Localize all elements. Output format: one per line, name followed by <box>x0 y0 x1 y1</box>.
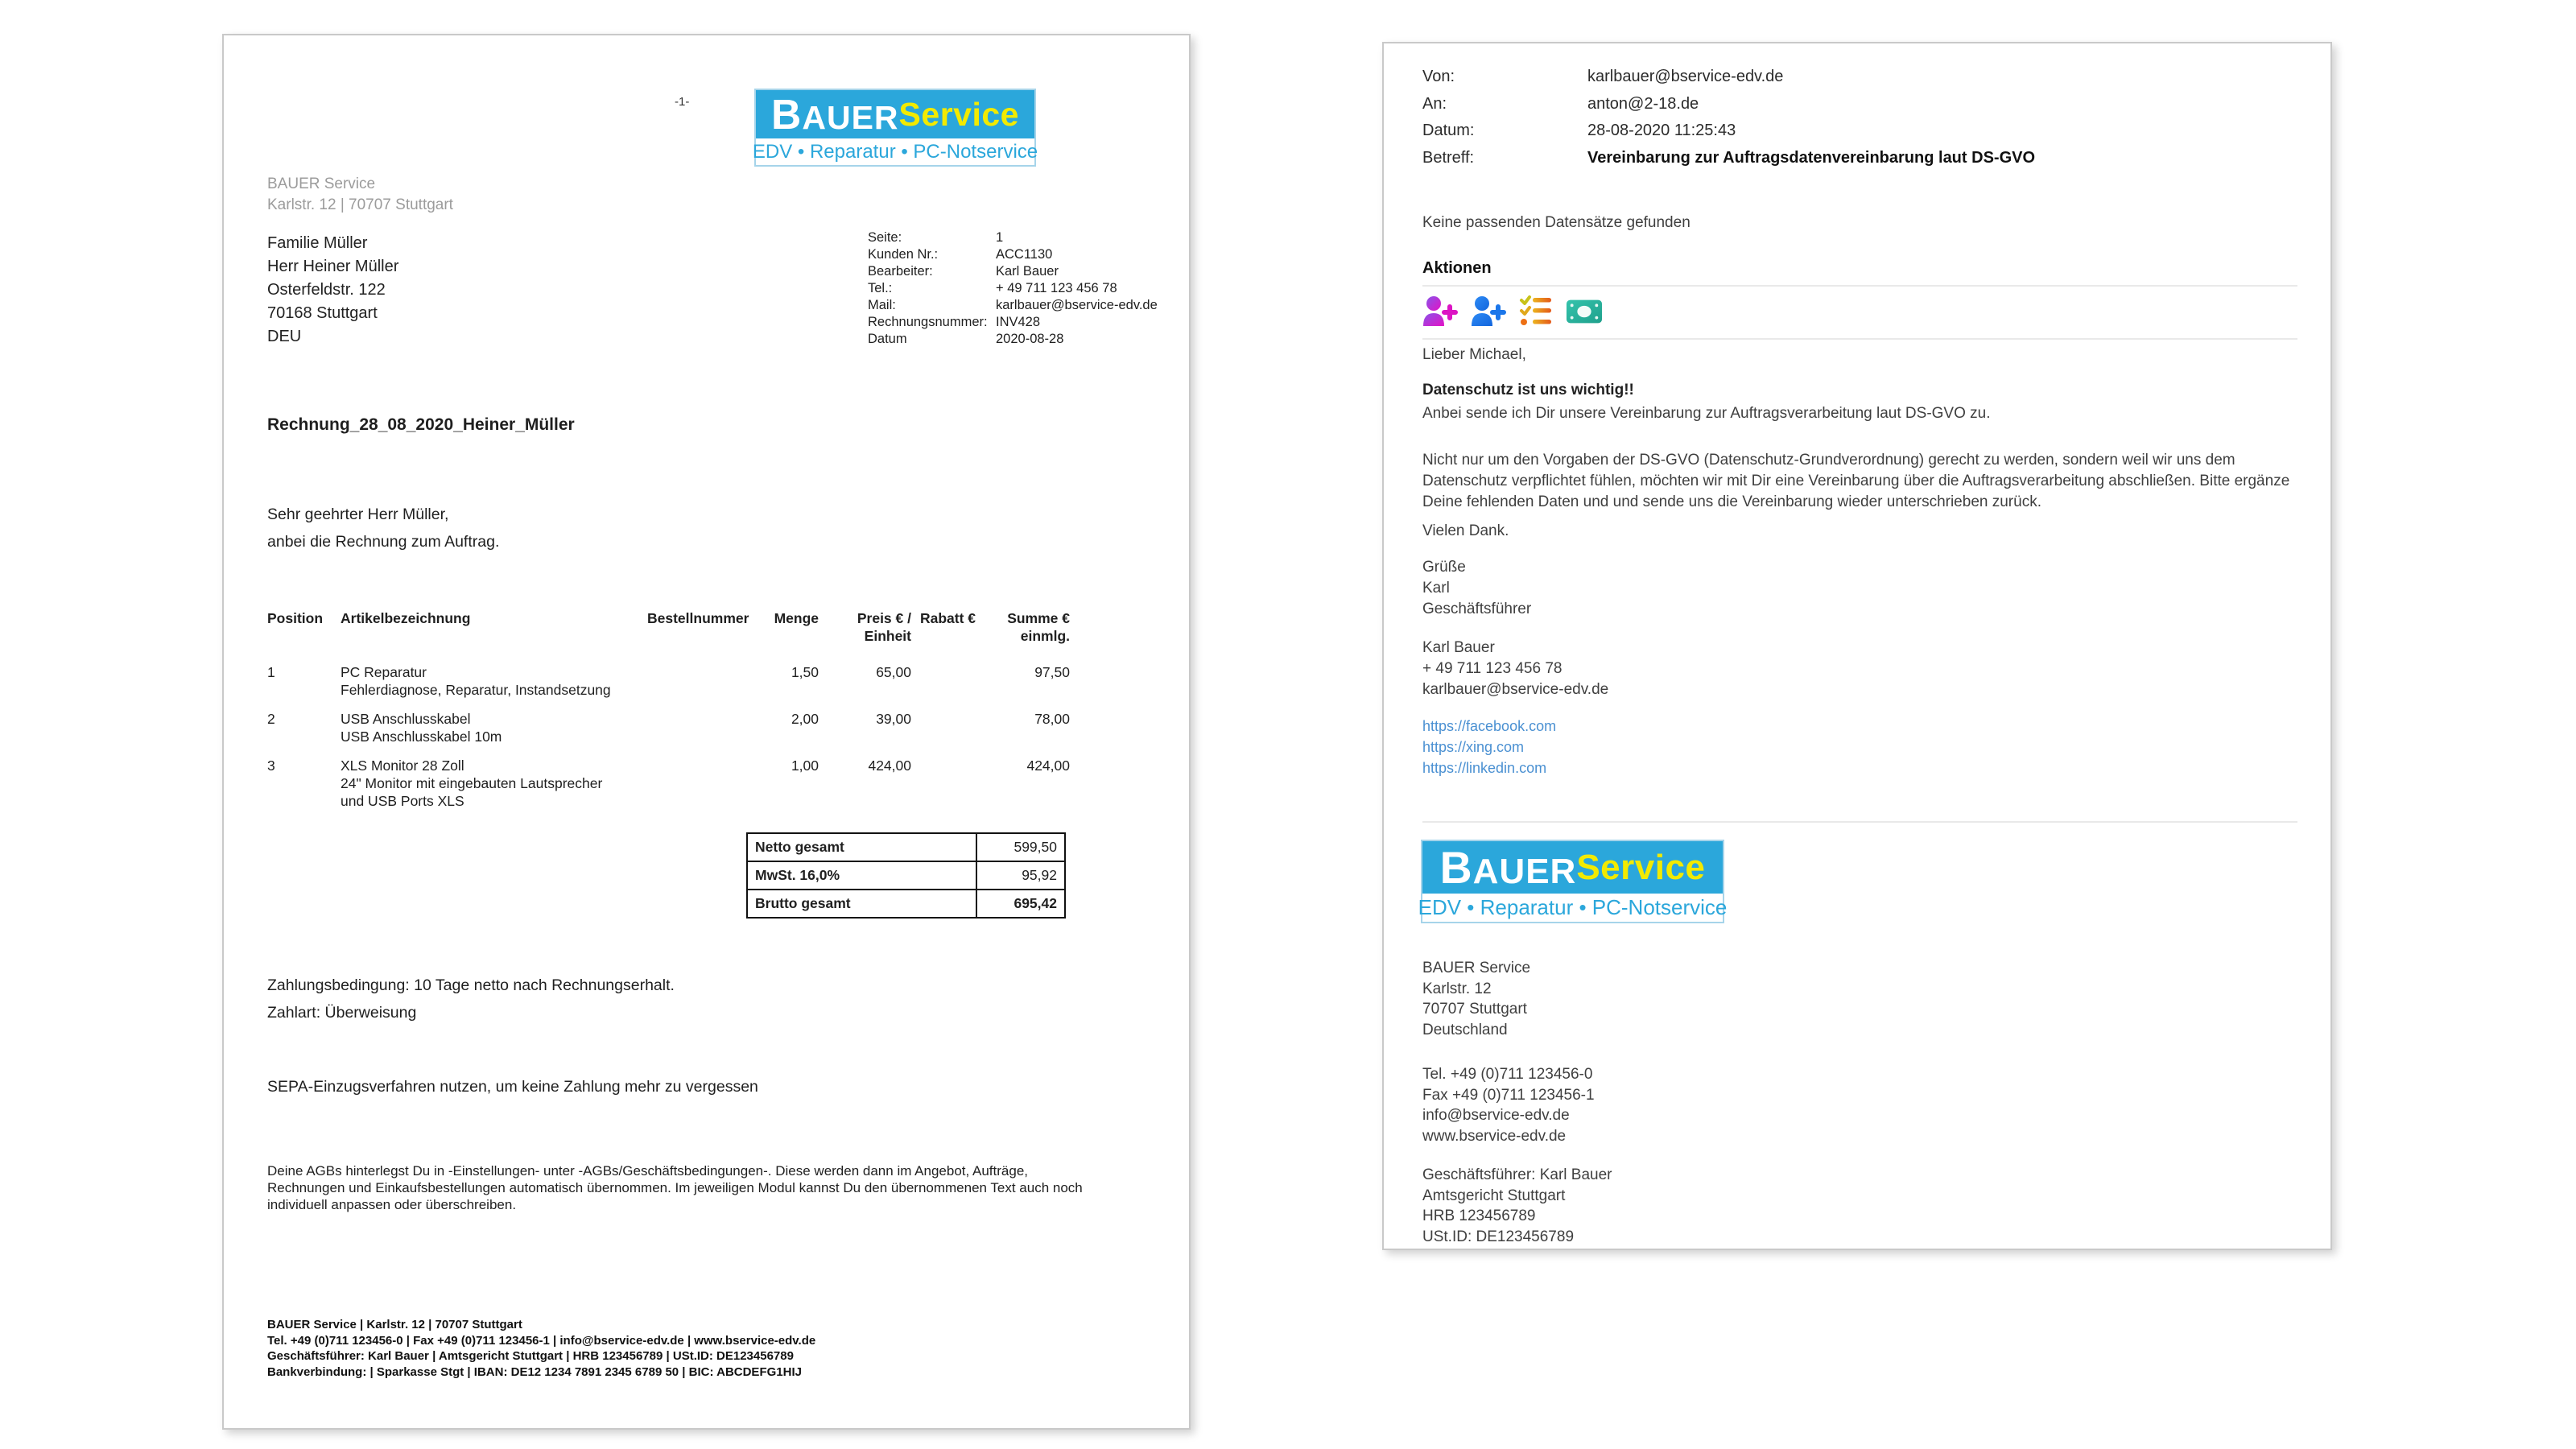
email-header-row <box>1422 95 2035 122</box>
address-line: Deutschland <box>1422 1021 1508 1038</box>
footer-line: Tel. +49 (0)711 123456-0 | Fax +49 (0)711 123456-1 | info@bservice-edv.de | www.bservice-edv.de <box>267 1333 816 1348</box>
item-price: 65,00 <box>876 664 911 680</box>
logo-tagline: EDV • Reparatur • PC-Notservice <box>756 138 1034 165</box>
company-address-block <box>1422 958 1530 1040</box>
item-description: USB Anschlusskabel 10m <box>341 729 502 745</box>
meta-label: Bearbeiter: <box>868 264 933 279</box>
item-description: Fehlerdiagnose, Reparatur, Instandsetzung <box>341 682 611 698</box>
item-position: 2 <box>267 711 275 727</box>
sepa-note: SEPA-Einzugsverfahren nutzen, um keine Zahlung mehr zu vergessen <box>267 1078 758 1096</box>
totals-table <box>746 832 1066 919</box>
sender-street-city: Karlstr. 12 | 70707 Stuttgart <box>267 196 453 213</box>
sender-address-line <box>267 174 453 216</box>
payment-term-note: Zahlungsbedingung: 10 Tage netto nach Rechnungserhalt. <box>267 976 675 994</box>
item-position: 3 <box>267 758 275 774</box>
signoff-line: Geschäftsführer <box>1422 601 1532 617</box>
email-to-label: An: <box>1422 94 1447 113</box>
divider <box>1422 338 2297 340</box>
invoice-footer <box>267 1317 815 1380</box>
email-header-row <box>1422 149 2035 176</box>
col-header-ordernum: Bestellnummer <box>647 610 749 626</box>
address-line: BAUER Service <box>1422 960 1531 976</box>
meta-value: + 49 711 123 456 78 <box>996 281 1117 295</box>
linkedin-link[interactable]: https://linkedin.com <box>1422 760 1547 776</box>
totals-label: MwSt. 16,0% <box>747 861 976 890</box>
logo-name-primary: BAUER <box>1439 842 1577 893</box>
signoff-line: Karl <box>1422 580 1450 597</box>
no-records-message: Keine passenden Datensätze gefunden <box>1422 214 1690 231</box>
email-date-value: 28-08-2020 11:25:43 <box>1587 122 1736 139</box>
company-logo-wordmark <box>1422 841 1723 894</box>
item-price: 39,00 <box>876 711 911 727</box>
meta-label: Kunden Nr.: <box>868 247 939 262</box>
logo-name-primary: BAUER <box>771 91 899 138</box>
legal-line: Amtsgericht Stuttgart <box>1422 1187 1566 1204</box>
col-header-discount: Rabatt € <box>919 610 976 626</box>
contact-line: info@bservice-edv.de <box>1422 1107 1570 1124</box>
item-article <box>341 710 626 745</box>
actions-toolbar <box>1421 290 1603 333</box>
col-header-price: Preis € / Einheit <box>857 610 911 644</box>
item-position: 1 <box>267 664 275 680</box>
facebook-link[interactable]: https://facebook.com <box>1422 718 1557 734</box>
email-header-row <box>1422 68 2035 95</box>
item-discount <box>911 663 976 699</box>
contact-line: Tel. +49 (0)711 123456-0 <box>1422 1066 1593 1083</box>
email-thanks: Vielen Dank. <box>1422 522 1509 539</box>
meta-label: Seite: <box>868 230 902 245</box>
actions-section-title: Aktionen <box>1422 259 1492 277</box>
footer-line: BAUER Service | Karlstr. 12 | 70707 Stuttgart <box>267 1318 522 1331</box>
contact-name: Karl Bauer <box>1422 639 1495 656</box>
add-contact-magenta-icon[interactable] <box>1421 293 1458 330</box>
email-to-value: anton@2-18.de <box>1587 94 1699 113</box>
meta-label: Datum <box>868 332 907 346</box>
recipient-line: 70168 Stuttgart <box>267 304 378 322</box>
col-header-position: Position <box>267 610 324 626</box>
email-highlight: Datenschutz ist uns wichtig!! <box>1422 382 1634 398</box>
logo-name-accent: Service <box>1576 847 1706 887</box>
banknote-icon[interactable] <box>1566 293 1603 330</box>
item-qty: 1,50 <box>791 664 819 680</box>
recipient-line: Familie Müller <box>267 234 368 252</box>
item-sum: 424,00 <box>1026 758 1070 774</box>
meta-value: Karl Bauer <box>996 264 1059 279</box>
logo-name-accent: Service <box>898 95 1019 133</box>
agb-note: Deine AGBs hinterlegst Du in -Einstellungen- unter -AGBs/Geschäftsbedingungen-. Diese werden dann im Angebot, Aufträge, Rechnungen und Einkaufsbestellungen automatisch übernommen. Im jeweiligen Modul kannst Du den übernommenen Text auch noch individuell anpassen oder überschreiben. <box>267 1163 1083 1212</box>
totals-value: 95,92 <box>976 861 1065 890</box>
meta-value: 2020-08-28 <box>996 332 1064 346</box>
item-discount <box>911 710 976 745</box>
email-from-value: karlbauer@bservice-edv.de <box>1587 68 1784 85</box>
email-header-row <box>1422 122 2035 149</box>
totals-label: Netto gesamt <box>747 833 976 861</box>
meta-label: Tel.: <box>868 281 893 295</box>
invoice-intro: anbei die Rechnung zum Auftrag. <box>267 533 500 551</box>
col-header-sum: Summe € einmlg. <box>1007 610 1070 644</box>
col-header-article: Artikelbezeichnung <box>341 610 471 626</box>
meta-label: Mail: <box>868 298 896 312</box>
email-body-line: Anbei sende ich Dir unsere Vereinbarung zur Auftragsverarbeitung laut DS-GVO zu. <box>1422 405 1991 422</box>
legal-line: HRB 123456789 <box>1422 1208 1536 1224</box>
email-subject-value: Vereinbarung zur Auftragsdatenvereinbarung laut DS-GVO <box>1587 148 2036 167</box>
item-article <box>341 757 626 810</box>
col-header-qty: Menge <box>774 610 819 626</box>
divider <box>1422 821 2297 823</box>
contact-phone: + 49 711 123 456 78 <box>1422 660 1563 677</box>
contact-line: www.bservice-edv.de <box>1422 1127 1567 1145</box>
payment-method-note: Zahlart: Überweisung <box>267 1004 417 1022</box>
company-legal-block <box>1422 1165 1612 1247</box>
table-row <box>267 663 1072 699</box>
recipient-line: DEU <box>267 328 302 345</box>
invoice-document-page <box>222 34 1191 1430</box>
company-logo-wordmark <box>756 90 1034 138</box>
item-description: 24" Monitor mit eingebauten Lautsprecher und USB Ports XLS <box>341 775 603 809</box>
invoice-meta-block <box>868 229 1158 348</box>
legal-line: Geschäftsführer: Karl Bauer <box>1422 1166 1612 1183</box>
recipient-line: Herr Heiner Müller <box>267 258 399 275</box>
address-line: Karlstr. 12 <box>1422 980 1492 997</box>
item-name: XLS Monitor 28 Zoll <box>341 758 464 774</box>
email-preview-page <box>1382 42 2332 1250</box>
item-article <box>341 663 626 699</box>
social-links-block <box>1422 716 1556 778</box>
item-qty: 2,00 <box>791 711 819 727</box>
logo-tagline: EDV • Reparatur • PC-Notservice <box>1422 894 1723 922</box>
item-name: PC Reparatur <box>341 664 427 680</box>
page-number: -1- <box>675 95 690 109</box>
item-sum: 97,50 <box>1034 664 1070 680</box>
item-price: 424,00 <box>868 758 911 774</box>
line-items-table <box>267 609 1072 821</box>
item-name: USB Anschlusskabel <box>341 711 471 727</box>
checklist-icon[interactable] <box>1517 293 1554 330</box>
table-row <box>267 757 1072 810</box>
meta-value: karlbauer@bservice-edv.de <box>996 298 1158 312</box>
totals-row-mwst <box>747 861 1065 890</box>
sender-name: BAUER Service <box>267 175 376 192</box>
email-date-label: Datum: <box>1422 122 1475 139</box>
email-from-label: Von: <box>1422 68 1455 85</box>
xing-link[interactable]: https://xing.com <box>1422 739 1525 755</box>
email-body-paragraph: Nicht nur um den Vorgaben der DS-GVO (Datenschutz-Grundverordnung) gerecht zu werden, sondern weil wir uns dem Datenschutz verpflichtet fühlen, möchten wir mit Dir eine Vereinbarung über die Auftragsverarbeitung abschließen. Bitte ergänze Deine fehlenden Daten und und sende uns die Vereinbarung wieder unterschrieben zurück. <box>1422 452 2290 510</box>
company-logo <box>1418 840 1728 923</box>
email-subject-label: Betreff: <box>1422 148 1475 167</box>
item-discount <box>911 757 976 810</box>
company-contact-block <box>1422 1064 1595 1146</box>
item-sum: 78,00 <box>1034 711 1070 727</box>
email-contact-block <box>1422 638 1608 700</box>
item-qty: 1,00 <box>791 758 819 774</box>
address-line: 70707 Stuttgart <box>1422 1001 1527 1018</box>
invoice-greeting: Sehr geehrter Herr Müller, <box>267 506 449 523</box>
footer-line: Bankverbindung: | Sparkasse Stgt | IBAN: DE12 1234 7891 2345 6789 50 | BIC: ABCDEFG1HIJ <box>267 1364 802 1379</box>
email-salutation: Lieber Michael, <box>1422 346 1526 363</box>
add-contact-blue-icon[interactable] <box>1469 293 1506 330</box>
email-header-block <box>1422 68 2035 175</box>
totals-row-netto <box>747 833 1065 861</box>
footer-line: Geschäftsführer: Karl Bauer | Amtsgericht Stuttgart | HRB 123456789 | USt.ID: DE123456789 <box>267 1349 794 1363</box>
invoice-subject: Rechnung_28_08_2020_Heiner_Müller <box>267 415 575 434</box>
totals-row-brutto <box>747 890 1065 918</box>
company-logo <box>754 89 1036 167</box>
meta-value: INV428 <box>996 315 1041 329</box>
meta-label: Rechnungsnummer: <box>868 315 988 329</box>
totals-value: 695,42 <box>976 890 1065 918</box>
divider <box>1422 285 2297 287</box>
contact-email: karlbauer@bservice-edv.de <box>1422 681 1609 698</box>
totals-label: Brutto gesamt <box>747 890 976 918</box>
table-row <box>267 710 1072 745</box>
contact-line: Fax +49 (0)711 123456-1 <box>1422 1086 1595 1104</box>
totals-value: 599,50 <box>976 833 1065 861</box>
email-signoff-block <box>1422 557 1531 620</box>
legal-line: USt.ID: DE123456789 <box>1422 1228 1575 1245</box>
meta-value: ACC1130 <box>996 247 1053 262</box>
line-items-header-row <box>267 609 1072 645</box>
recipient-address-block <box>267 232 398 349</box>
signoff-line: Grüße <box>1422 559 1466 576</box>
meta-value: 1 <box>996 230 1004 245</box>
recipient-line: Osterfeldstr. 122 <box>267 281 386 299</box>
